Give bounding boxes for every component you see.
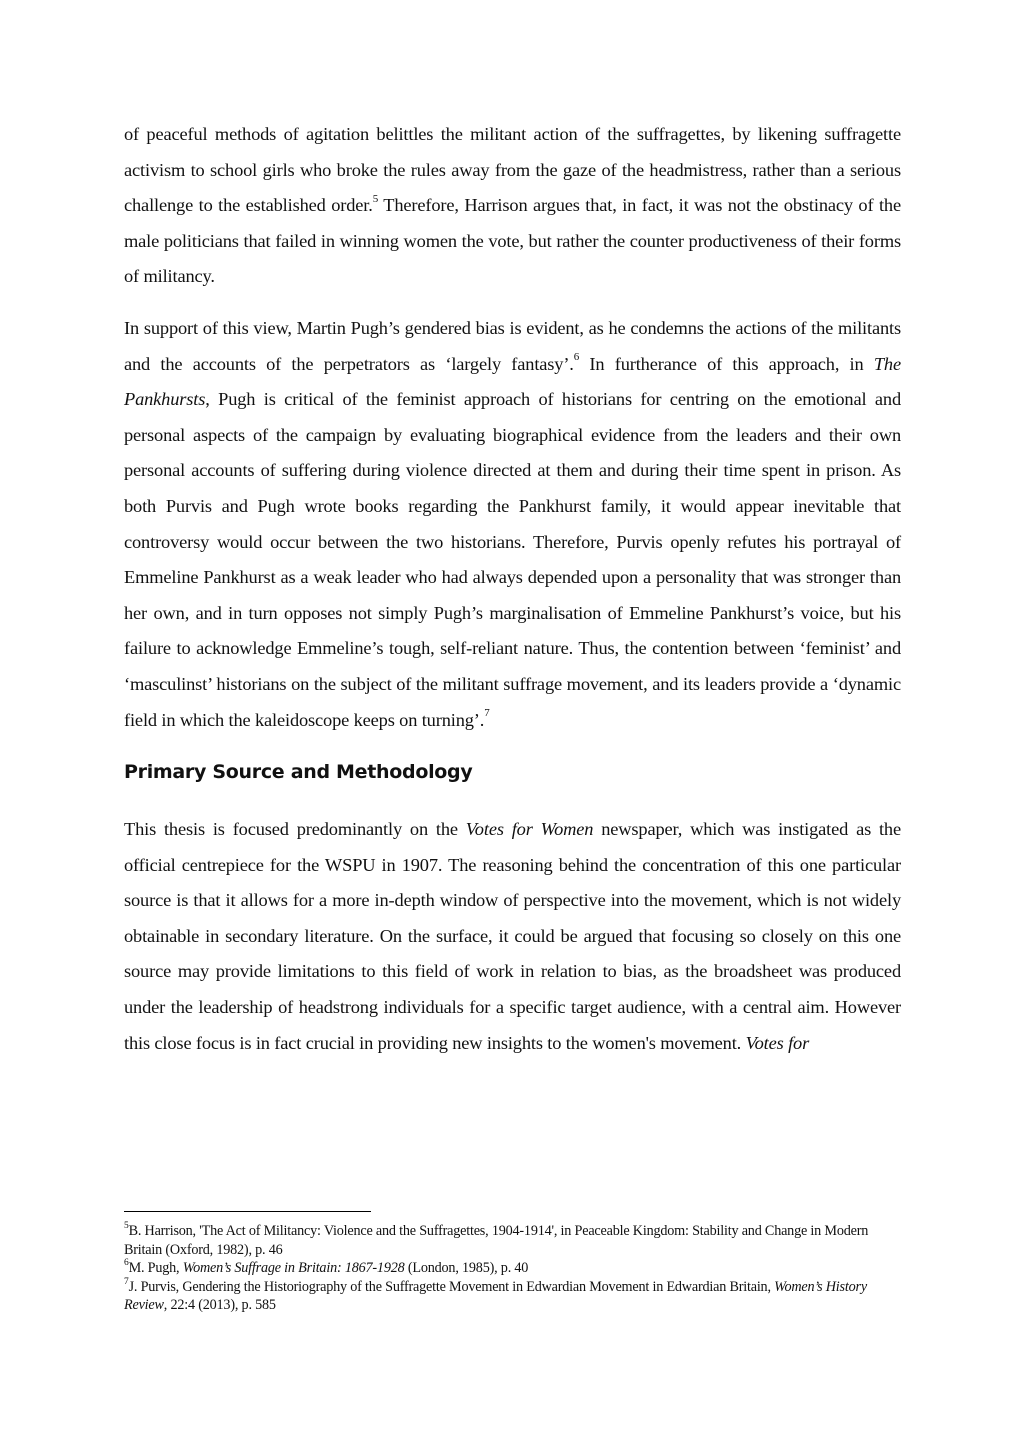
newspaper-title: Votes for Women <box>465 819 594 840</box>
footnote-number: 6 <box>124 1258 129 1269</box>
footnotes <box>124 1222 901 1315</box>
paragraph-text: , Pugh is critical of the feminist approach of historians for centring on the emotional and personal aspects of the campaign by evaluating biographical evidence from the leaders and their own personal accounts of suffering during violence directed at them and during their time spent in prison. As both Purvis and Pugh wrote books regarding the Pankhurst family, it would appear inevitable that controversy would occur between the two historians. Therefore, Purvis openly refutes his portrayal of Emmeline Pankhurst as a weak leader who had always depended upon a personality that was stronger than her own, and in turn opposes not simply Pugh’s marginalisation of Emmeline Pankhurst’s voice, but his failure to acknowledge Emmeline’s tough, self-reliant nature. Thus, the contention between ‘feminist’ and ‘masculinst’ historians on the subject of the militant suffrage movement, and its leaders provide a ‘dynamic field in which the kaleidoscope keeps on turning’. <box>124 389 901 730</box>
footnote-title: Women’s Suffrage in Britain: 1867-1928 <box>182 1260 405 1277</box>
footnote-number: 5 <box>124 1221 129 1232</box>
paragraph-text: In furtherance of this approach, in <box>579 353 874 374</box>
paragraph-3 <box>124 812 901 1061</box>
footnote-text: M. Pugh, <box>128 1260 183 1277</box>
footnote-6 <box>124 1259 901 1278</box>
section-heading: Primary Source and Methodology <box>124 761 473 784</box>
footnote-number: 7 <box>124 1277 129 1288</box>
paragraph-text: Therefore, Harrison argues that, in fact, it was not the obstinacy of the male politicians that failed in winning women the vote, but rather the counter productiveness of their forms of militancy. <box>124 195 901 287</box>
footnote-text: (London, 1985), p. 40 <box>404 1260 529 1277</box>
footnote-5 <box>124 1222 901 1259</box>
footnote-text: J. Purvis, Gendering the Historiography of the Suffragette Movement in Edwardian Movement in Edwardian Britain, <box>128 1278 775 1295</box>
paragraph-text: In support of this view, Martin Pugh’s gendered bias is evident, as he condemns the actions of the militants and the accounts of the perpetrators as ‘largely fantasy’. <box>124 317 901 374</box>
footnote-title: Women’s History Review <box>124 1278 867 1314</box>
footnote-ref-6[interactable]: 6 <box>573 351 580 364</box>
footnote-text: B. Harrison, 'The Act of Militancy: Violence and the Suffragettes, 1904-1914', in Peaceable Kingdom: Stability and Change in Modern Britain (Oxford, 1982), p. 46 <box>124 1223 869 1258</box>
footnote-7 <box>124 1278 901 1315</box>
paragraph-1 <box>124 117 901 295</box>
paragraph-text: of peaceful methods of agitation belittles the militant action of the suffragettes, by likening suffragette activism to school girls who broke the rules away from the gaze of the headmistress, rather than a serious challenge to the established order. <box>124 124 901 216</box>
book-title: The Pankhursts <box>124 353 901 410</box>
footnote-text: , 22:4 (2013), p. 585 <box>163 1297 276 1314</box>
footnote-separator <box>124 1211 371 1212</box>
page-body <box>124 117 901 1061</box>
newspaper-title: Votes for <box>745 1032 810 1053</box>
paragraph-text: newspaper, which was instigated as the official centrepiece for the WSPU in 1907. The reasoning behind the concentration of this one particular source is that it allows for a more in-depth window of perspective into the movement, which is not widely obtainable in secondary literature. On the surface, it could be argued that focusing so closely on this one source may provide limitations to this field of work in relation to bias, as the broadsheet was produced under the leadership of headstrong individuals for a specific target audience, with a central aim. However this close focus is in fact crucial in providing new insights to the women's movement. <box>124 819 901 1053</box>
footnote-ref-5[interactable]: 5 <box>372 193 379 206</box>
paragraph-text: This thesis is focused predominantly on the <box>124 819 466 840</box>
footnote-ref-7[interactable]: 7 <box>484 707 490 720</box>
paragraph-2 <box>124 311 901 738</box>
